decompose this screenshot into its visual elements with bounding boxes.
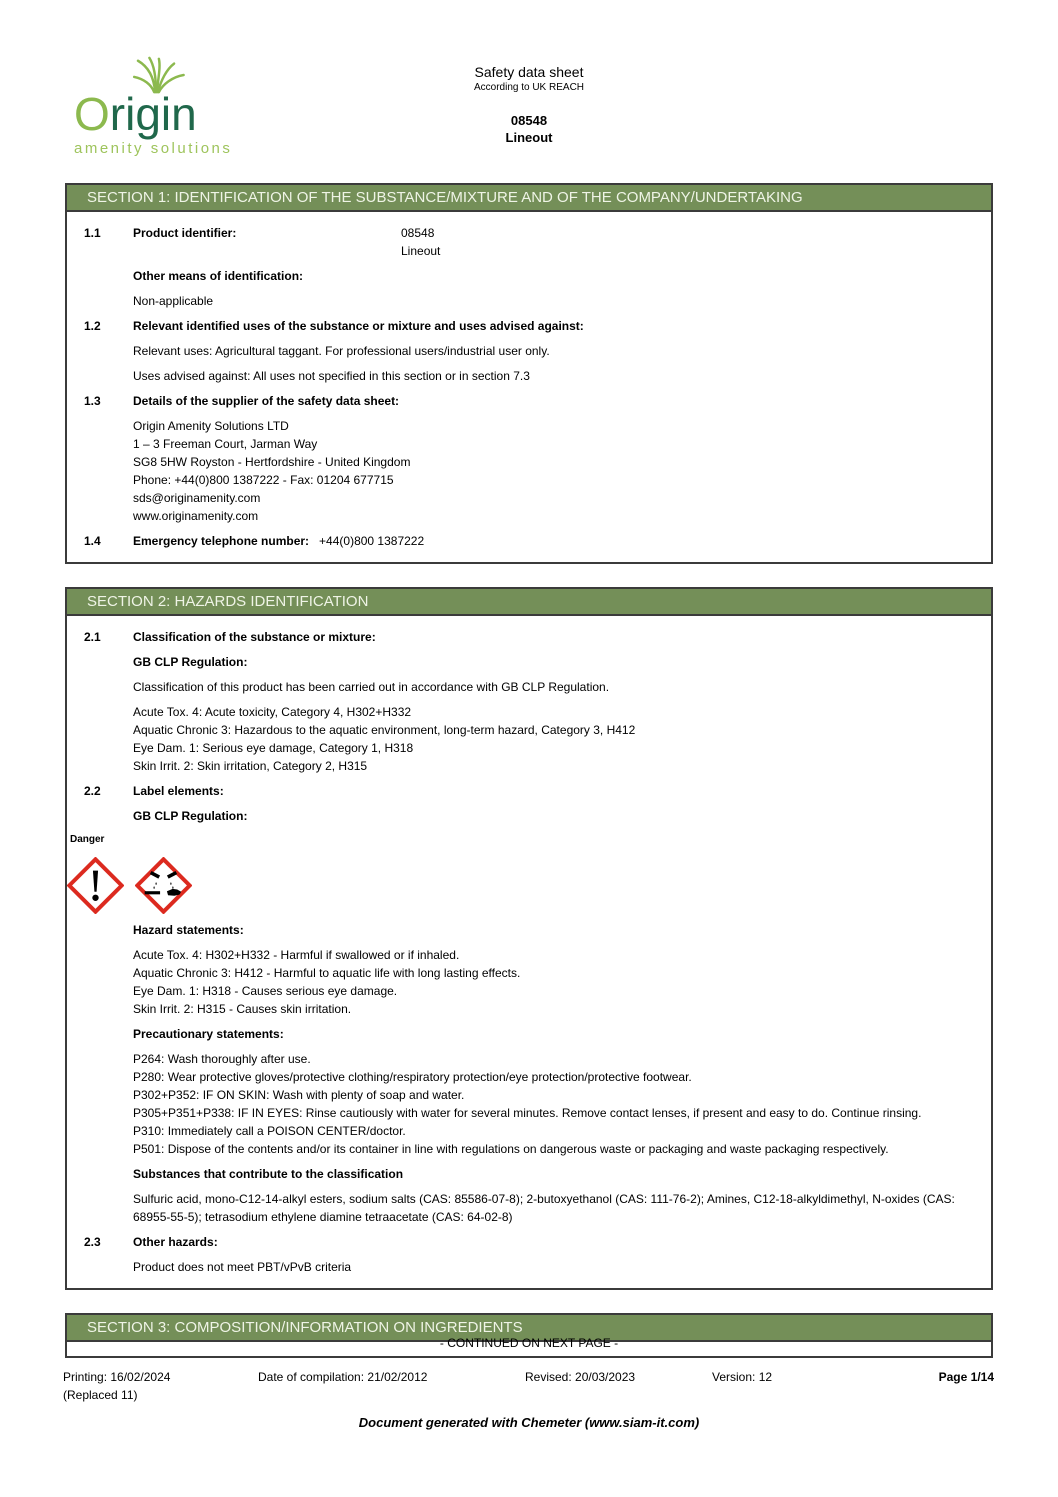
compilation-date: Date of compilation: 21/02/2012 xyxy=(258,1370,428,1384)
item-1-1 xyxy=(67,224,991,260)
other-hazards-label: Other hazards: xyxy=(133,1235,218,1249)
section-1-body xyxy=(67,212,991,562)
address-line: Origin Amenity Solutions LTD xyxy=(133,419,289,433)
emergency-phone-value: +44(0)800 1387222 xyxy=(319,534,425,548)
uses-advised-against-text: Uses advised against: All uses not specified in this section or in section 7.3 xyxy=(133,369,530,383)
classification-label: Classification of the substance or mixture: xyxy=(133,630,376,644)
address-line: www.originamenity.com xyxy=(133,509,259,523)
doc-title: Safety data sheet xyxy=(474,64,584,80)
relevant-uses-label: Relevant identified uses of the substance or mixture and uses advised against: xyxy=(133,319,584,333)
label-elements-label: Label elements: xyxy=(133,784,224,798)
page-number: Page 1/14 xyxy=(938,1370,994,1384)
item-number: 2.2 xyxy=(84,784,101,798)
section-3-header: SECTION 3: COMPOSITION/INFORMATION ON INGREDIENTS xyxy=(67,1315,991,1342)
product-identifier-name: Lineout xyxy=(401,244,441,258)
section-2 xyxy=(65,587,993,1290)
document-header xyxy=(0,0,1058,183)
substances-text: Sulfuric acid, mono-C12-14-alkyl esters, sodium salts (CAS: 85586-07-8); 2-butoxyethanol (CAS: 111-76-2); Amines, C12-18-alkyldimethyl, N-oxides (CAS: 68955-55-5); tetrasodium ethylene diamine tetraacetate (CAS: 64-02-8) xyxy=(133,1192,955,1224)
classification-intro: Classification of this product has been carried out in accordance with GB CLP Regulation. xyxy=(133,680,610,694)
classification-line: Acute Tox. 4: Acute toxicity, Category 4, H302+H332 xyxy=(133,705,412,719)
precautionary-statements-list xyxy=(133,1050,991,1158)
precautionary-statements-heading: Precautionary statements: xyxy=(133,1027,284,1041)
logo-letters-rigin: rigin xyxy=(109,88,197,140)
precautionary-line: P305+P351+P338: IF IN EYES: Rinse cautiously with water for several minutes. Remove contact lenses, if present and easy to do. Continue rinsing. xyxy=(133,1106,922,1120)
item-number: 1.4 xyxy=(84,534,101,548)
other-means-label: Other means of identification: xyxy=(133,269,304,283)
address-line: SG8 5HW Royston - Hertfordshire - United Kingdom xyxy=(133,455,411,469)
other-means-value: Non-applicable xyxy=(133,294,214,308)
page-footer xyxy=(0,1334,1058,1432)
emergency-phone-label: Emergency telephone number: xyxy=(133,534,310,548)
item-number: 1.2 xyxy=(84,319,101,333)
ghs07-exclamation-icon xyxy=(67,857,124,914)
other-hazards-value: Product does not meet PBT/vPvB criteria xyxy=(133,1260,352,1274)
replaced-version: (Replaced 11) xyxy=(63,1388,138,1402)
product-code: 08548 xyxy=(510,113,548,128)
product-identifier-code: 08548 xyxy=(401,226,435,240)
hazard-statements-list xyxy=(133,946,991,1018)
gb-clp-heading: GB CLP Regulation: xyxy=(133,809,248,823)
hazard-line: Skin Irrit. 2: H315 - Causes skin irritation. xyxy=(133,1002,352,1016)
precautionary-line: P310: Immediately call a POISON CENTER/doctor. xyxy=(133,1124,406,1138)
gb-clp-heading: GB CLP Regulation: xyxy=(133,655,248,669)
logo-letter-o: O xyxy=(74,88,110,140)
hazard-line: Aquatic Chronic 3: H412 - Harmful to aquatic life with long lasting effects. xyxy=(133,966,521,980)
item-number: 2.1 xyxy=(84,630,101,644)
classification-line: Skin Irrit. 2: Skin irritation, Category 2, H315 xyxy=(133,759,368,773)
item-2-1 xyxy=(67,628,991,646)
item-1-2 xyxy=(67,317,991,335)
supplier-details-label: Details of the supplier of the safety data sheet: xyxy=(133,394,400,408)
version-number: Version: 12 xyxy=(712,1370,773,1384)
ghs-pictograms xyxy=(67,857,991,914)
doc-subtitle: According to UK REACH xyxy=(473,82,585,93)
continued-notice: - CONTINUED ON NEXT PAGE - xyxy=(439,1336,619,1350)
footer-meta-row xyxy=(0,1368,1058,1404)
relevant-uses-text: Relevant uses: Agricultural taggant. For professional users/industrial user only. xyxy=(133,344,550,358)
precautionary-line: P280: Wear protective gloves/protective clothing/respiratory protection/eye protection/protective footwear. xyxy=(133,1070,692,1084)
item-number: 1.1 xyxy=(84,226,101,240)
logo-tagline: amenity solutions xyxy=(74,140,233,157)
revised-date: Revised: 20/03/2023 xyxy=(525,1370,636,1384)
hazard-line: Eye Dam. 1: H318 - Causes serious eye damage. xyxy=(133,984,398,998)
item-number: 1.3 xyxy=(84,394,101,408)
item-2-3 xyxy=(67,1233,991,1251)
item-2-2 xyxy=(67,782,991,800)
supplier-address xyxy=(133,417,991,525)
precautionary-line: P302+P352: IF ON SKIN: Wash with plenty of soap and water. xyxy=(133,1088,465,1102)
section-2-header: SECTION 2: HAZARDS IDENTIFICATION xyxy=(67,589,991,616)
address-line: 1 – 3 Freeman Court, Jarman Way xyxy=(133,437,318,451)
signal-word: Danger xyxy=(70,834,105,845)
hazard-line: Acute Tox. 4: H302+H332 - Harmful if swallowed or if inhaled. xyxy=(133,948,460,962)
printing-date: Printing: 16/02/2024 xyxy=(63,1370,171,1384)
ghs05-corrosion-icon xyxy=(135,857,192,914)
address-line: Phone: +44(0)800 1387222 - Fax: 01204 677715 xyxy=(133,473,394,487)
classification-line: Aquatic Chronic 3: Hazardous to the aquatic environment, long-term hazard, Category 3, H412 xyxy=(133,723,636,737)
classification-line: Eye Dam. 1: Serious eye damage, Category 1, H318 xyxy=(133,741,414,755)
section-1-header: SECTION 1: IDENTIFICATION OF THE SUBSTANCE/MIXTURE AND OF THE COMPANY/UNDERTAKING xyxy=(67,185,991,212)
hazard-statements-heading: Hazard statements: xyxy=(133,923,244,937)
item-number: 2.3 xyxy=(84,1235,101,1249)
precautionary-line: P264: Wash thoroughly after use. xyxy=(133,1052,311,1066)
classification-list xyxy=(133,703,991,775)
item-1-4 xyxy=(67,532,991,550)
product-identifier-label: Product identifier: xyxy=(133,226,237,240)
section-1 xyxy=(65,183,993,564)
section-2-body xyxy=(67,616,991,1288)
product-identifier-value xyxy=(401,224,440,260)
substances-heading: Substances that contribute to the classification xyxy=(133,1167,404,1181)
item-1-3 xyxy=(67,392,991,410)
address-line: sds@originamenity.com xyxy=(133,491,261,505)
precautionary-line: P501: Dispose of the contents and/or its container in line with regulations on dangerous waste or packaging and waste packaging respectively. xyxy=(133,1142,889,1156)
product-name: Lineout xyxy=(505,130,553,145)
header-center xyxy=(0,64,1058,146)
generator-credit: Document generated with Chemeter (www.siam-it.com) xyxy=(358,1415,700,1430)
